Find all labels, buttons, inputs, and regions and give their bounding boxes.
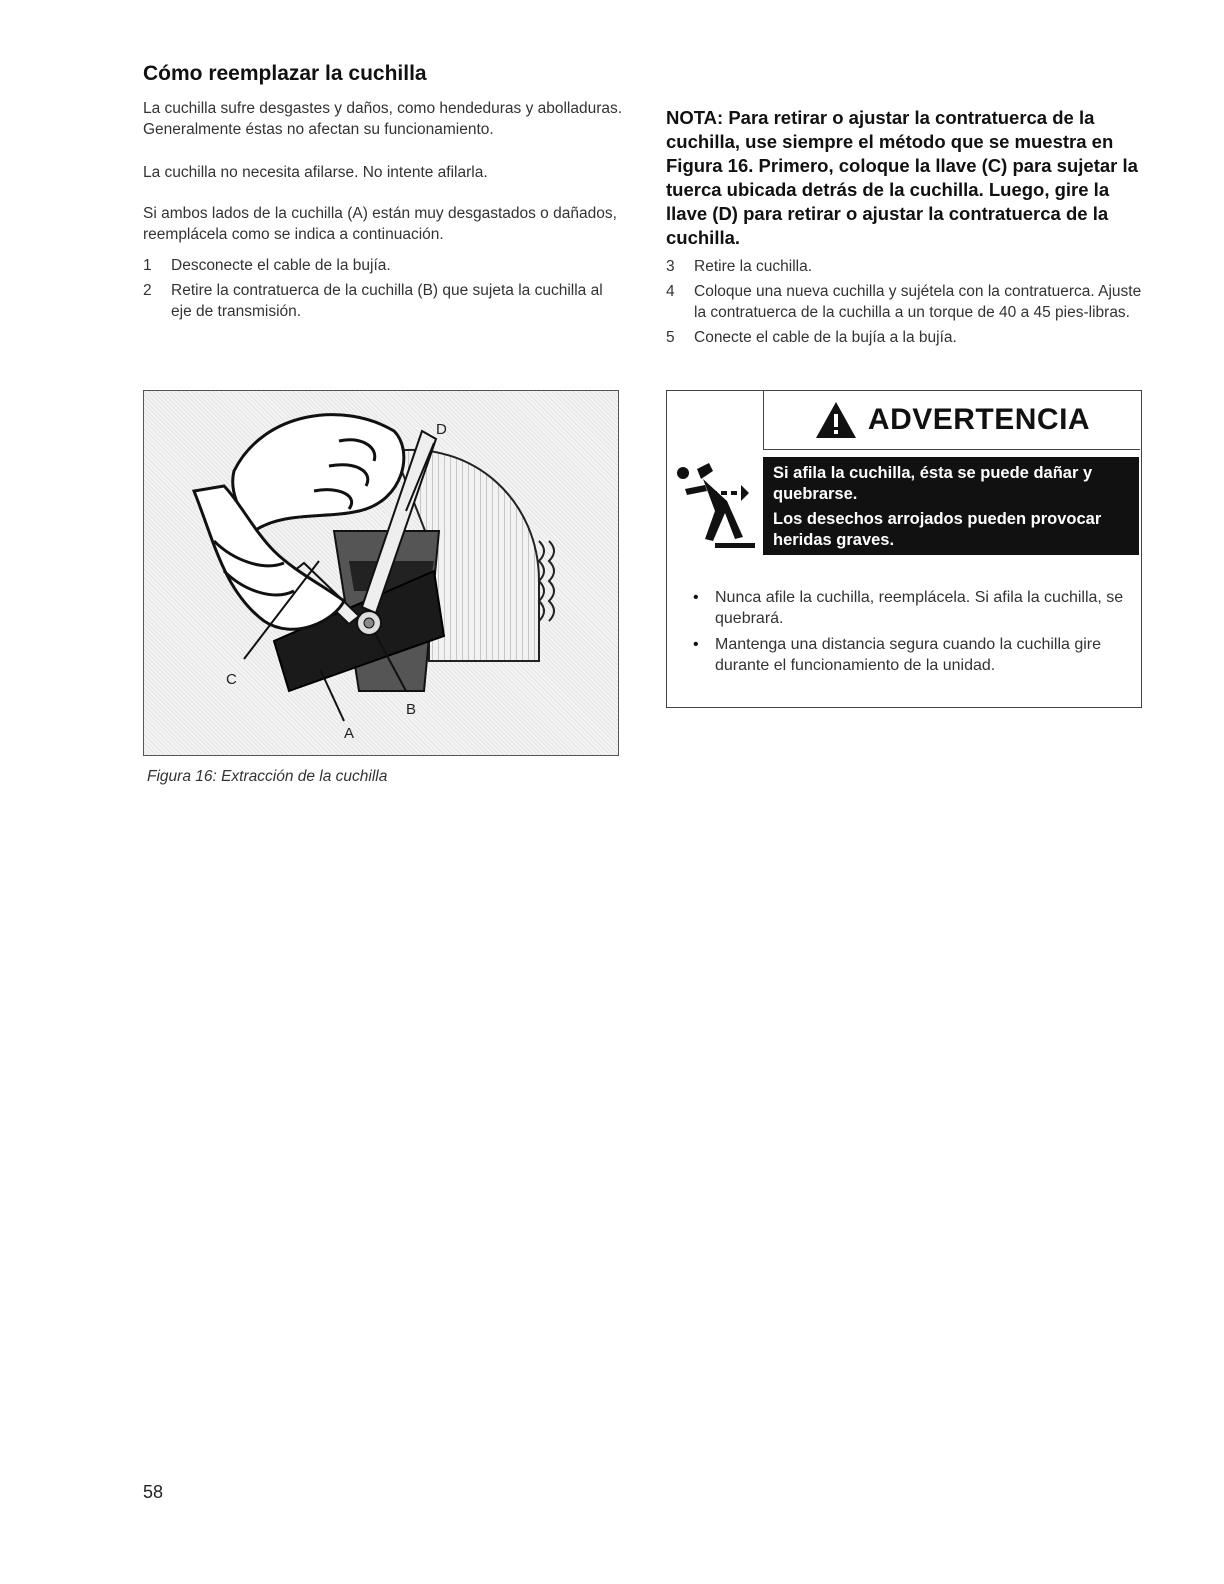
label-c: C — [226, 671, 237, 688]
step-text: Retire la cuchilla. — [694, 258, 813, 275]
label-a: A — [344, 725, 355, 742]
steps-list-left — [143, 255, 623, 322]
warning-bullet-list — [689, 587, 1129, 681]
blade-removal-illustration — [144, 391, 618, 755]
step-number: 1 — [143, 257, 152, 274]
step-text: Desconecte el cable de la bujía. — [171, 257, 391, 274]
step-item — [143, 255, 623, 276]
step-number: 3 — [666, 258, 675, 275]
intro-paragraph-2: La cuchilla no necesita afilarse. No intente afilarla. — [143, 164, 488, 181]
left-column — [143, 62, 623, 326]
section-title: Cómo reemplazar la cuchilla — [143, 62, 427, 85]
intro-paragraph-1: La cuchilla sufre desgastes y daños, como hendeduras y abolladuras. Generalmente éstas no afectan su funcionamiento. — [143, 100, 623, 138]
steps-list-right — [666, 256, 1142, 348]
hazard-line-1: Si afila la cuchilla, ésta se puede dañar y quebrarse. — [773, 464, 1093, 503]
warning-bullet: • Mantenga una distancia segura cuando la cuchilla gire durante el funcionamiento de la unidad. — [689, 634, 1129, 676]
step-number: 2 — [143, 282, 152, 299]
warning-hazard-statement — [763, 457, 1139, 555]
note-paragraph: NOTA: Para retirar o ajustar la contratuerca de la cuchilla, use siempre el método que se muestra en Figura 16. Primero, coloque la llave (C) para sujetar la tuerca ubicada detrás de la cuchilla. Luego, gire la llave (D) para retirar o ajustar la contratuerca de la cuchilla. — [666, 107, 1138, 248]
figure-blade-removal — [143, 390, 619, 756]
warning-bullet: • Nunca afile la cuchilla, reemplácela. Si afila la cuchilla, se quebrará. — [689, 587, 1129, 629]
label-b: B — [406, 701, 417, 718]
step-text: Coloque una nueva cuchilla y sujétela con la contratuerca. Ajuste la contratuerca de la cuchilla a un torque de 40 a 45 pies-libras. — [694, 283, 1142, 321]
warning-header — [763, 391, 1140, 450]
upper-hand — [233, 415, 404, 531]
hazard-line-2: Los desechos arrojados pueden provocar heridas graves. — [773, 510, 1102, 549]
intro-paragraph-3: Si ambos lados de la cuchilla (A) están muy desgastados o dañados, reemplácela como se indica a continuación. — [143, 205, 617, 243]
step-item — [666, 256, 1142, 277]
step-number: 4 — [666, 283, 675, 300]
step-item — [143, 280, 623, 322]
page-number: 58 — [143, 1482, 164, 1502]
right-column — [666, 106, 1142, 352]
step-item — [666, 281, 1142, 323]
warning-title: ADVERTENCIA — [867, 403, 1091, 436]
step-item — [666, 327, 1142, 348]
warning-triangle-icon — [814, 400, 858, 440]
step-text: Retire la contratuerca de la cuchilla (B) que sujeta la cuchilla al eje de transmisión. — [171, 282, 603, 320]
label-d: D — [436, 421, 447, 438]
thrown-debris-hazard-icon — [675, 461, 757, 551]
step-number: 5 — [666, 329, 675, 346]
figure-caption: Figura 16: Extracción de la cuchilla — [147, 768, 388, 785]
step-text: Conecte el cable de la bujía a la bujía. — [694, 329, 957, 346]
warning-box — [666, 390, 1142, 708]
